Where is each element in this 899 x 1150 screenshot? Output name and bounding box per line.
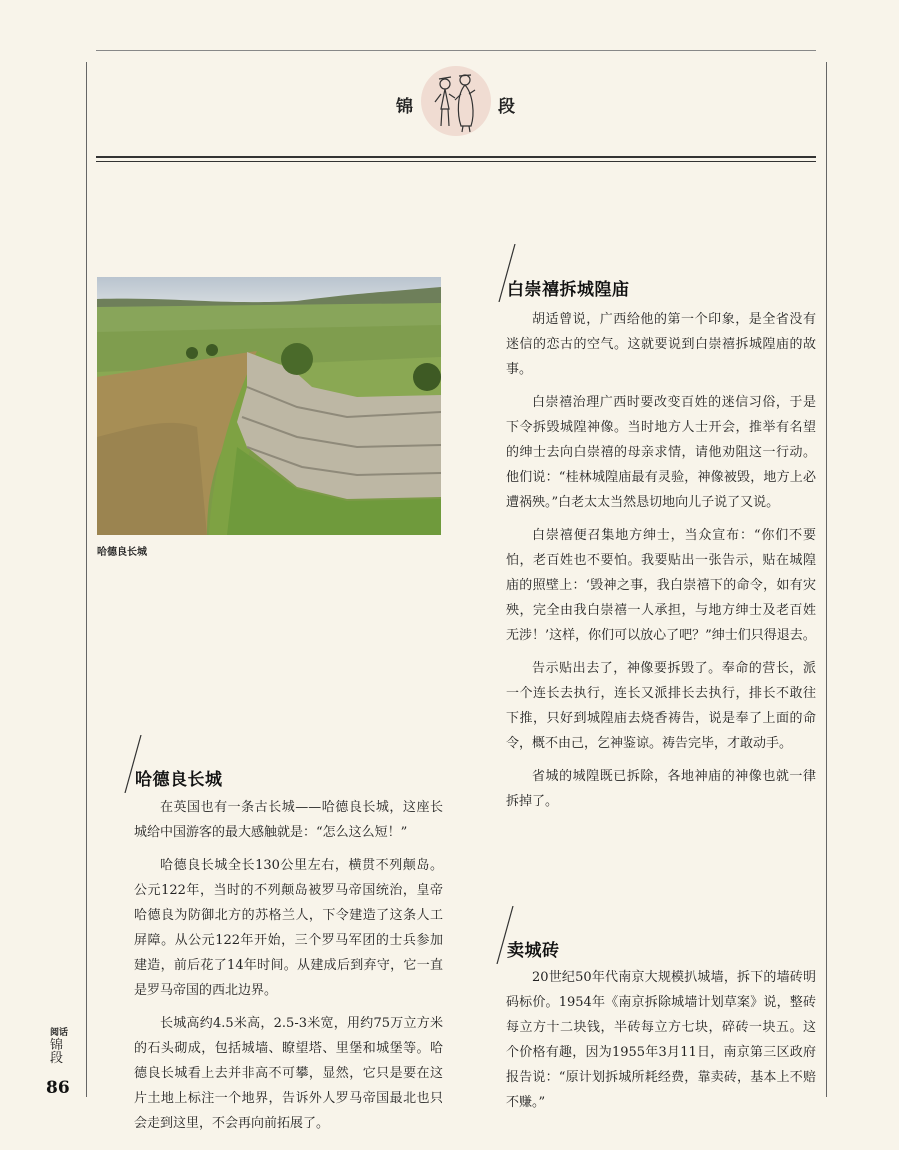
paragraph: 告示贴出去了，神像要拆毁了。奉命的营长，派一个连长去执行，连长又派排长去执行，排长不敢往下推，只好到城隍庙去烧香祷告，说是奉了上面的命令，概不由己，乞神鉴谅。祷告完毕，才敢动手。 xyxy=(506,661,816,751)
figures-emblem-icon xyxy=(421,64,491,138)
paragraph: 长城高约4.5米高，2.5-3米宽，用约75万立方米的石头砌成，包括城墙、瞭望塔、里堡和城堡等。哈德良长城看上去并非高不可攀，显然，它只是要在这片土地上标注一个地界，告诉外人罗马帝国最北也只会走到这里，不会再向前拓展了。 xyxy=(134,1016,443,1131)
section-title-baichongxi: 白崇禧拆城隍庙 xyxy=(507,280,630,300)
margin-label xyxy=(50,1028,82,1065)
paragraph: 哈德良长城全长130公里左右，横贯不列颠岛。公元122年，当时的不列颠岛被罗马帝国统治，皇帝哈德良为防御北方的苏格兰人，下令建造了这条人工屏障。从公元122年开始，三个罗马军团的士兵参加建造，前后花了14年时间。从建成后到弃守，它一直是罗马帝国的西北边界。 xyxy=(134,858,443,998)
header-char-left: 锦 xyxy=(396,97,413,117)
section-header xyxy=(96,62,816,147)
top-rule xyxy=(96,50,816,51)
paragraph: 在英国也有一条古长城——哈德良长城，这座长城给中国游客的最大感触就是：“怎么这么短！” xyxy=(134,800,443,840)
photo-caption: 哈德良长城 xyxy=(97,547,147,558)
section-body-hadrian xyxy=(134,795,443,1144)
header-double-rule-lower xyxy=(96,161,816,162)
paragraph: 胡适曾说，广西给他的第一个印象，是全省没有迷信的恋古的空气。这就要说到白崇禧拆城隍庙的故事。 xyxy=(506,312,816,377)
section-title-hadrian: 哈德良长城 xyxy=(135,770,223,790)
section-body-baichongxi xyxy=(506,307,816,822)
margin-label-char-2: 段 xyxy=(50,1051,64,1066)
page-number: 86 xyxy=(46,1078,70,1098)
hadrians-wall-photo xyxy=(97,277,441,535)
right-column-rule xyxy=(826,62,827,1097)
section-body-bricks xyxy=(506,965,816,1123)
left-column-rule xyxy=(86,62,87,1097)
paragraph: 白崇禧治理广西时要改变百姓的迷信习俗，于是下令拆毁城隍神像。当时地方人士开会，推举有名望的绅士去向白崇禧的母亲求情，请他劝阻这一行动。他们说：“桂林城隍庙最有灵验，神像被毁，地方上必遭祸殃。”白老太太当然恳切地向儿子说了又说。 xyxy=(506,395,816,510)
header-double-rule xyxy=(96,156,816,158)
paragraph: 20世纪50年代南京大规模扒城墙，拆下的墙砖明码标价。1954年《南京拆除城墙计划草案》说，整砖每立方十二块钱，半砖每立方七块，碎砖一块五。这个价格有趣，因为1955年3月11日，南京第三区政府报告说：“原计划拆城所耗经费，靠卖砖，基本上不赔不赚。” xyxy=(506,970,816,1110)
margin-label-char-1: 锦 xyxy=(50,1038,64,1053)
margin-label-small: 阅话 xyxy=(50,1028,69,1038)
header-char-right: 段 xyxy=(498,97,515,117)
paragraph: 省城的城隍既已拆除，各地神庙的神像也就一律拆掉了。 xyxy=(506,769,816,809)
paragraph: 白崇禧便召集地方绅士，当众宣布：“你们不要怕，老百姓也不要怕。我要贴出一张告示，贴在城隍庙的照壁上：‘毁神之事，我白崇禧下的命令，如有灾殃，完全由我白崇禧一人承担，与地方绅士及老百姓无涉！’这样，你们可以放心了吧？”绅士们只得退去。 xyxy=(506,528,816,643)
section-title-bricks: 卖城砖 xyxy=(507,941,560,961)
